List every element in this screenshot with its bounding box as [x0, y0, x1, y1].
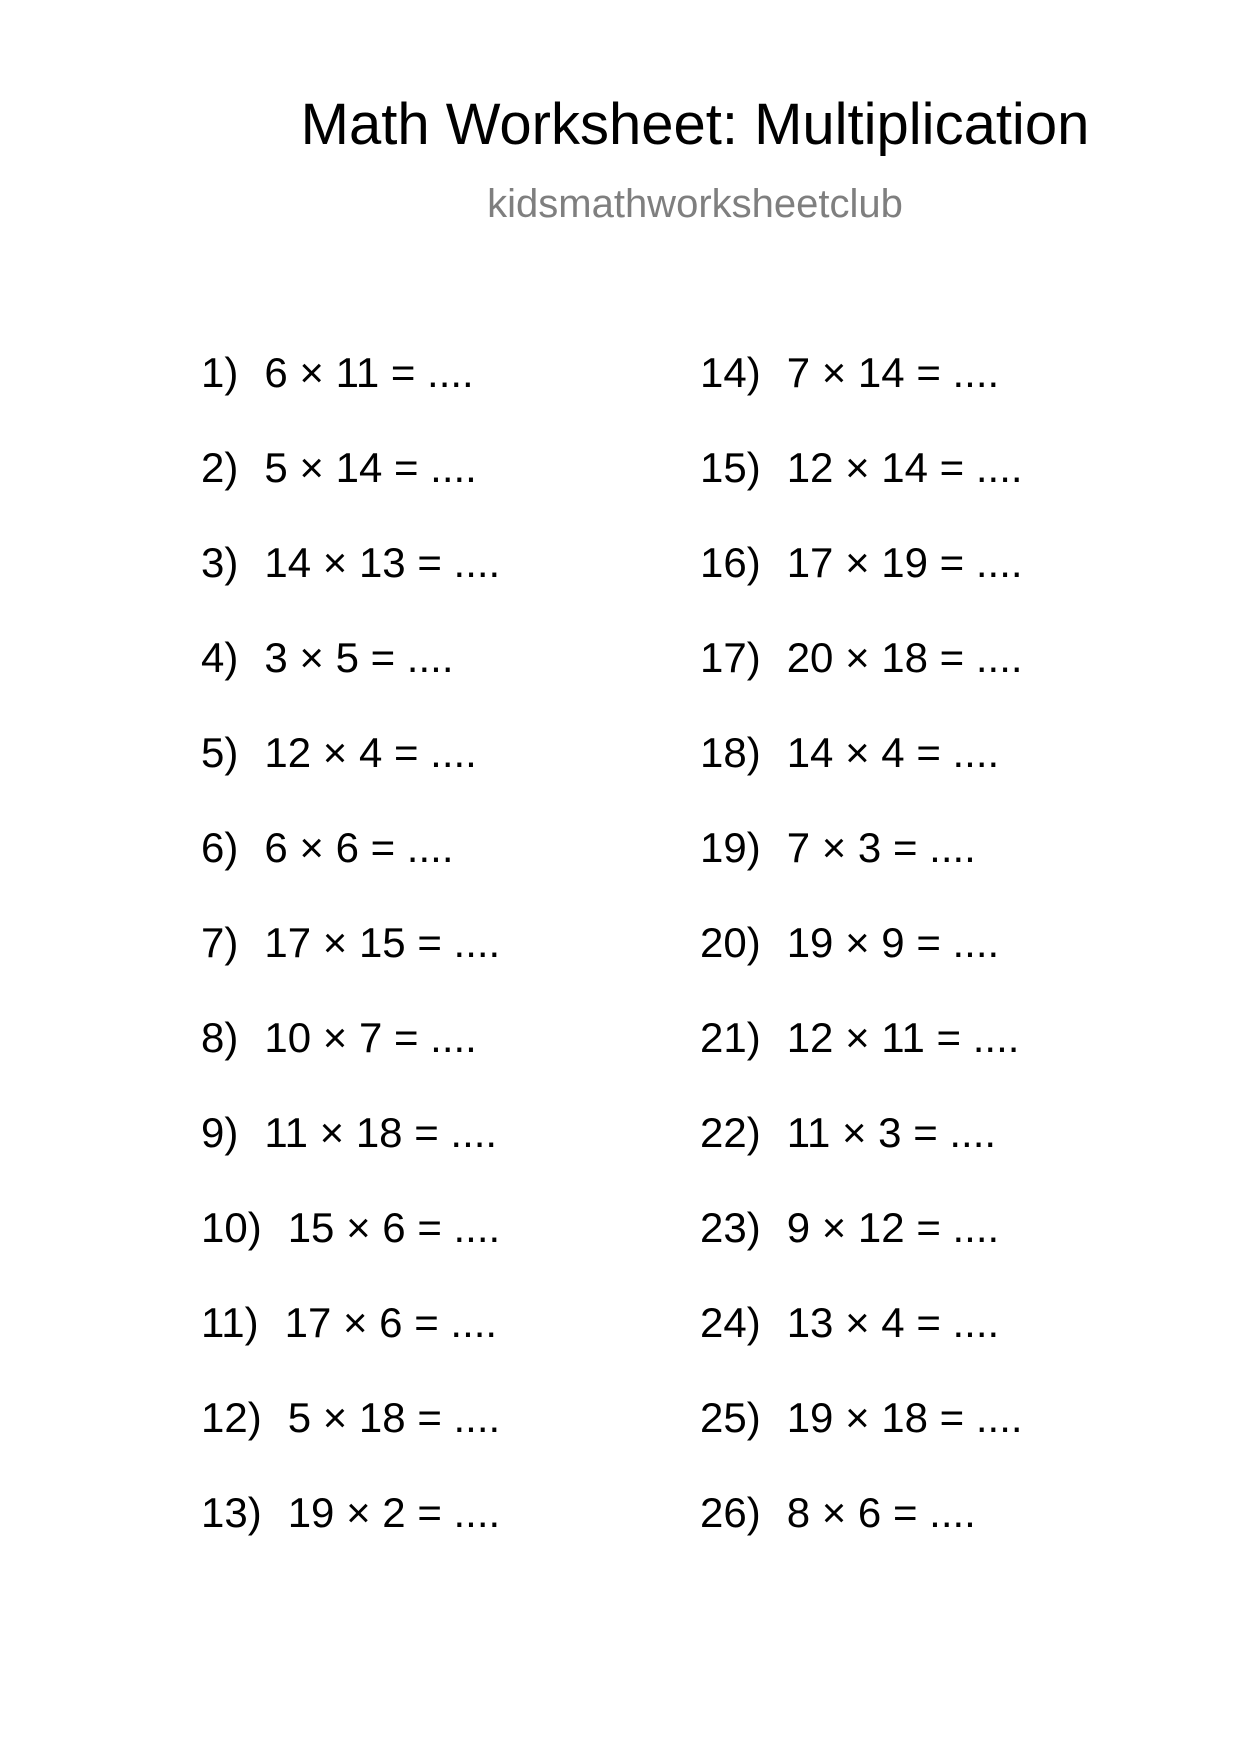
problem-item [700, 1489, 1023, 1587]
problem-number: 18) [700, 729, 761, 776]
problem-item [700, 1299, 1023, 1397]
problem-number: 21) [700, 1014, 761, 1061]
problem-item [700, 1109, 1023, 1207]
problem-number: 19) [700, 824, 761, 871]
problem-expression: 14 × 4 = .... [786, 729, 1000, 776]
worksheet-title: Math Worksheet: Multiplication [300, 92, 1090, 157]
problem-item [700, 824, 1023, 922]
problem-item [700, 729, 1023, 827]
problem-expression: 3 × 5 = .... [264, 634, 454, 681]
problem-expression: 12 × 4 = .... [264, 729, 477, 776]
problem-item [201, 1109, 500, 1207]
problem-expression: 17 × 15 = .... [264, 919, 501, 966]
problem-item [201, 1489, 501, 1587]
problem-expression: 11 × 3 = .... [786, 1109, 997, 1156]
problem-expression: 9 × 12 = .... [786, 1204, 1000, 1251]
problem-item [201, 729, 500, 827]
problem-number: 2) [201, 444, 239, 491]
problem-item [201, 1299, 500, 1397]
problem-expression: 15 × 6 = .... [287, 1204, 501, 1251]
problem-number: 11) [201, 1299, 259, 1346]
problem-item [201, 1204, 501, 1302]
problem-number: 8) [201, 1014, 239, 1061]
problem-expression: 19 × 2 = .... [287, 1489, 501, 1536]
problem-expression: 17 × 6 = .... [284, 1299, 498, 1346]
problem-expression: 6 × 11 = .... [264, 349, 474, 396]
problem-item [201, 1014, 500, 1112]
problem-column-left [201, 349, 501, 1587]
problem-number: 17) [700, 634, 761, 681]
problem-item [700, 349, 1023, 447]
problem-number: 6) [201, 824, 239, 871]
problem-number: 20) [700, 919, 761, 966]
problem-number: 10) [201, 1204, 262, 1251]
problem-number: 23) [700, 1204, 761, 1251]
problem-number: 3) [201, 539, 239, 586]
problem-number: 9) [201, 1109, 239, 1156]
problem-item [201, 444, 500, 542]
problem-expression: 7 × 14 = .... [786, 349, 1000, 396]
problem-number: 4) [201, 634, 239, 681]
problem-expression: 19 × 18 = .... [786, 1394, 1023, 1441]
problem-expression: 5 × 18 = .... [287, 1394, 501, 1441]
problem-item [700, 919, 1023, 1017]
problem-expression: 14 × 13 = .... [264, 539, 501, 586]
problem-number: 16) [700, 539, 761, 586]
problem-item [700, 1394, 1023, 1492]
problem-expression: 6 × 6 = .... [264, 824, 454, 871]
problem-number: 7) [201, 919, 239, 966]
problem-expression: 5 × 14 = .... [264, 444, 477, 491]
problem-number: 24) [700, 1299, 761, 1346]
problem-number: 15) [700, 444, 761, 491]
problem-item [201, 824, 500, 922]
problem-column-right [700, 349, 1023, 1587]
problem-expression: 7 × 3 = .... [786, 824, 976, 871]
problem-number: 22) [700, 1109, 761, 1156]
problem-number: 13) [201, 1489, 262, 1536]
problem-item [700, 1204, 1023, 1302]
problem-expression: 20 × 18 = .... [786, 634, 1023, 681]
problem-item [700, 539, 1023, 637]
problem-item [201, 634, 500, 732]
problem-expression: 10 × 7 = .... [264, 1014, 477, 1061]
problem-number: 5) [201, 729, 239, 776]
problem-expression: 19 × 9 = .... [786, 919, 1000, 966]
problem-item [700, 444, 1023, 542]
problem-number: 25) [700, 1394, 761, 1441]
problem-item [201, 1394, 501, 1492]
problem-item [700, 1014, 1023, 1112]
problem-number: 14) [700, 349, 761, 396]
problem-number: 12) [201, 1394, 262, 1441]
problem-expression: 11 × 18 = .... [264, 1109, 498, 1156]
problem-expression: 17 × 19 = .... [786, 539, 1023, 586]
problem-item [700, 634, 1023, 732]
problem-expression: 12 × 14 = .... [786, 444, 1023, 491]
problem-number: 26) [700, 1489, 761, 1536]
problem-expression: 13 × 4 = .... [786, 1299, 1000, 1346]
problem-number: 1) [201, 349, 239, 396]
problem-item [201, 919, 501, 1017]
problem-expression: 12 × 11 = .... [786, 1014, 1020, 1061]
problem-item [201, 349, 500, 447]
problem-expression: 8 × 6 = .... [786, 1489, 976, 1536]
worksheet-subtitle: kidsmathworksheetclub [487, 182, 903, 226]
problem-item [201, 539, 501, 637]
